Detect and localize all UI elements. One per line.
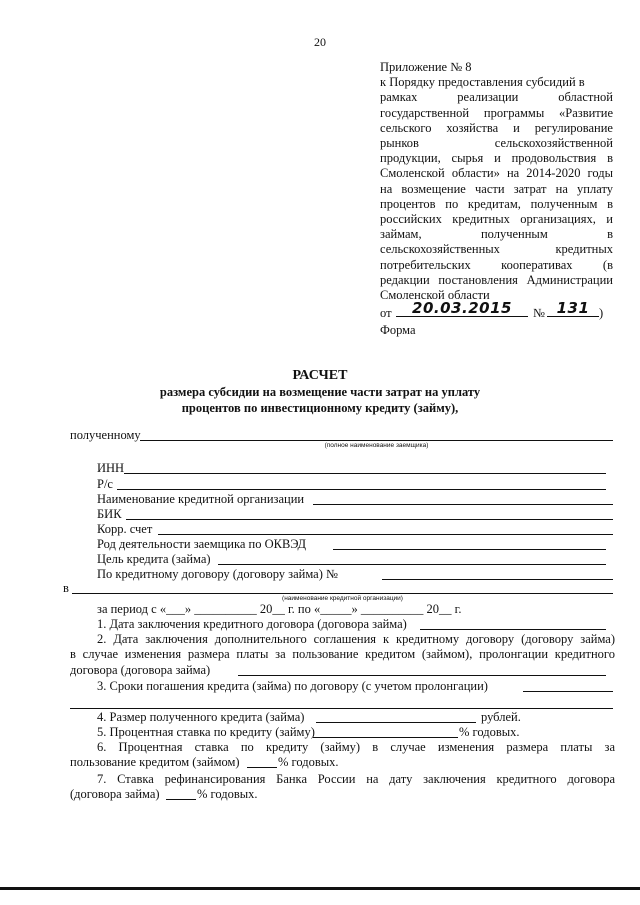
- contract-label: По кредитному договору (договору займа) №: [97, 567, 338, 581]
- document-subtitle-1: размера субсидии на возмещение части затрат на уплату: [159, 385, 481, 399]
- annex-line: к Порядку предоставления субсидий в: [380, 75, 585, 90]
- item-2-block: [70, 632, 615, 678]
- ot-label: от: [380, 306, 392, 321]
- inn-label: ИНН: [97, 461, 125, 475]
- item-7-block: [70, 772, 615, 787]
- bik-field[interactable]: [126, 519, 613, 520]
- v-label: в: [63, 581, 69, 595]
- korr-label: Корр. счет: [97, 522, 153, 536]
- annex-line: процентов по кредитам, полученным в: [380, 196, 613, 211]
- item-2-field[interactable]: [238, 675, 606, 676]
- okved-field[interactable]: [333, 549, 606, 550]
- item-4-field[interactable]: [316, 722, 476, 723]
- purpose-field[interactable]: [218, 564, 606, 565]
- contract-number-field[interactable]: [382, 579, 613, 580]
- document-subtitle-2: процентов по инвестиционному кредиту (займу),: [181, 401, 459, 415]
- bank-name-label: Наименование кредитной организации: [97, 492, 305, 506]
- annex-line: сельского хозяйства и регулирование: [380, 120, 613, 135]
- item-4-unit: рублей.: [481, 710, 521, 724]
- borrower-caption: (полное наименование заемщика): [324, 442, 429, 449]
- bank-name-field[interactable]: [313, 504, 613, 505]
- annex-line: государственной программы «Развитие: [380, 105, 613, 120]
- item-5-unit: % годовых.: [459, 725, 520, 739]
- item-2-line-3: договора (договора займа): [70, 662, 211, 677]
- lender-name-field[interactable]: [72, 593, 613, 594]
- handwritten-number: 131: [547, 301, 599, 317]
- forma-label: Форма: [380, 323, 416, 338]
- page-number: 20: [314, 35, 326, 49]
- num-label: №: [533, 306, 545, 321]
- annex-line: редакции постановления Администрации: [380, 272, 613, 287]
- annex-block: [380, 60, 613, 338]
- annex-line: Смоленской области: [380, 288, 490, 303]
- page-bottom-rule: [0, 887, 640, 890]
- document-title: РАСЧЕТ: [292, 368, 348, 383]
- item-7-line-2: (договора займа): [70, 787, 160, 801]
- poluchennomu-label: полученному: [70, 428, 141, 442]
- item-5-label: 5. Процентная ставка по кредиту (займу): [97, 725, 315, 739]
- okved-label: Род деятельности заемщика по ОКВЭД: [97, 537, 307, 551]
- item-6-block: [70, 740, 615, 755]
- item-6-field[interactable]: [247, 767, 277, 768]
- item-4-label: 4. Размер полученного кредита (займа): [97, 710, 305, 724]
- item-1-label: 1. Дата заключения кредитного договора (договора займа): [97, 617, 407, 631]
- borrower-name-field[interactable]: [140, 440, 613, 441]
- annex-line: Смоленской области» на 2014-2020 годы: [380, 166, 613, 181]
- annex-line: российских кредитных организациях, и: [380, 212, 613, 227]
- bik-label: БИК: [97, 507, 122, 521]
- close-paren: ): [599, 306, 604, 321]
- item-5-field[interactable]: [313, 737, 458, 738]
- item-7-field[interactable]: [166, 799, 196, 800]
- item-7-unit: % годовых.: [197, 787, 258, 801]
- annex-line: сельскохозяйственных кредитных: [380, 242, 613, 257]
- annex-title: Приложение № 8: [380, 60, 472, 74]
- item-2-line-1: 2. Дата заключения дополнительного соглашения к кредитному договору (договору займа): [97, 632, 615, 646]
- purpose-label: Цель кредита (займа): [97, 552, 211, 566]
- item-3-field-continued[interactable]: [70, 708, 613, 709]
- signature-line: [380, 299, 613, 323]
- inn-field[interactable]: [124, 473, 606, 474]
- annex-line: рамках реализации областной: [380, 90, 613, 105]
- annex-line: потребительских кооперативах (в: [380, 257, 613, 272]
- annex-text: [380, 75, 613, 303]
- period-line: за период с «___» __________ 20__ г. по «_____» __________ 20__ г.: [97, 602, 462, 616]
- lender-caption: (наименование кредитной организации): [282, 595, 403, 602]
- annex-line: рынков сельскохозяйственной: [380, 136, 613, 151]
- rs-label: Р/с: [97, 477, 113, 491]
- item-6-line-1: 6. Процентная ставка по кредиту (займу) в случае изменения размера платы за: [97, 740, 615, 754]
- item-3-label: 3. Сроки погашения кредита (займа) по договору (с учетом пролонгации): [97, 679, 488, 693]
- item-6-line-2: пользование кредитом (займом): [70, 755, 240, 769]
- item-1-field[interactable]: [420, 629, 606, 630]
- item-2-line-2: в случае изменения размера платы за пользование кредитом (займом), пролонгации кредитного: [70, 647, 615, 662]
- annex-line: на возмещение части затрат на уплату: [380, 181, 613, 196]
- rs-field[interactable]: [117, 489, 606, 490]
- annex-line: продукции, сырья и продовольствия в: [380, 151, 613, 166]
- item-6-unit: % годовых.: [278, 755, 339, 769]
- korr-field[interactable]: [158, 534, 613, 535]
- item-7-line-1: 7. Ставка рефинансирования Банка России на дату заключения кредитного договора: [97, 772, 615, 786]
- item-3-field[interactable]: [523, 691, 613, 692]
- annex-line: займам, полученным в: [380, 227, 613, 242]
- handwritten-date: 20.03.2015: [396, 301, 528, 317]
